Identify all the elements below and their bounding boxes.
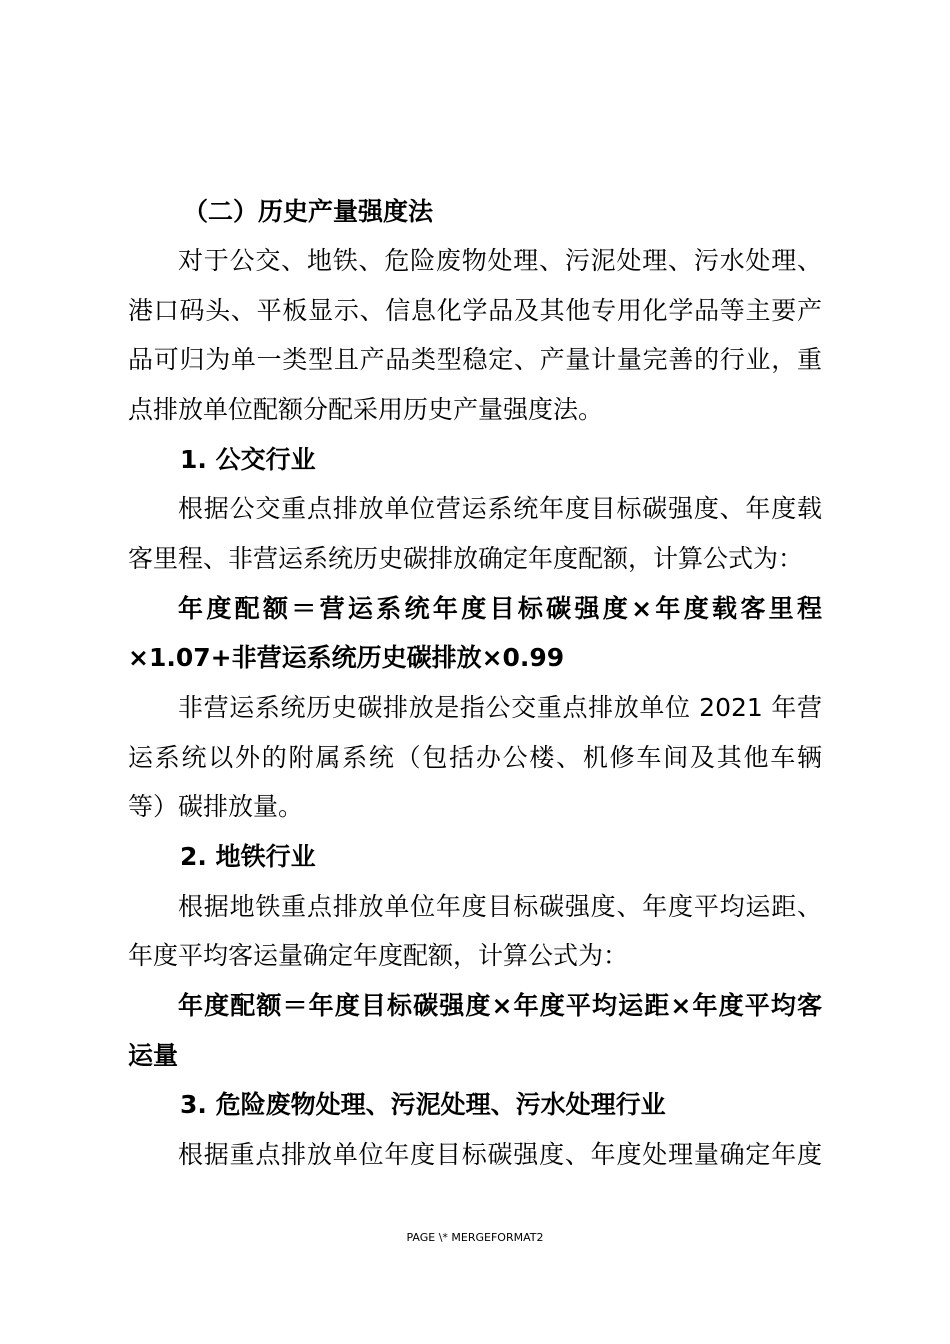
bus-formula-line-1: 年度配额＝营运系统年度目标碳强度×年度载客里程	[178, 594, 822, 623]
subsection-heading-bus: 1. 公交行业	[180, 445, 316, 474]
waste-desc-line-1: 根据重点排放单位年度目标碳强度、年度处理量确定年度	[178, 1140, 822, 1169]
intro-line-3: 品可归为单一类型且产品类型稳定、产量计量完善的行业，重	[128, 345, 822, 374]
bus-note-line-1: 非营运系统历史碳排放是指公交重点排放单位 2021 年营	[178, 693, 822, 722]
intro-line-4: 点排放单位配额分配采用历史产量强度法。	[128, 395, 604, 424]
subsection-heading-metro: 2. 地铁行业	[180, 842, 316, 871]
metro-desc-line-1: 根据地铁重点排放单位年度目标碳强度、年度平均运距、	[178, 892, 822, 921]
bus-desc-line-2: 客里程、非营运系统历史碳排放确定年度配额，计算公式为：	[128, 544, 804, 573]
subsection-heading-waste: 3. 危险废物处理、污泥处理、污水处理行业	[180, 1090, 666, 1119]
bus-note-line-2: 运系统以外的附属系统（包括办公楼、机修车间及其他车辆	[128, 743, 822, 772]
intro-line-2: 港口码头、平板显示、信息化学品及其他专用化学品等主要产	[128, 296, 822, 325]
intro-line-1: 对于公交、地铁、危险废物处理、污泥处理、污水处理、	[178, 246, 822, 275]
bus-note-line-3: 等）碳排放量。	[128, 792, 304, 821]
bus-formula-line-2: ×1.07+非营运系统历史碳排放×0.99	[128, 643, 565, 672]
bus-desc-line-1: 根据公交重点排放单位营运系统年度目标碳强度、年度载	[178, 494, 822, 523]
metro-formula-line-1: 年度配额＝年度目标碳强度×年度平均运距×年度平均客	[178, 991, 822, 1020]
metro-desc-line-2: 年度平均客运量确定年度配额，计算公式为：	[128, 941, 629, 970]
page-footer: PAGE \* MERGEFORMAT2	[406, 1231, 544, 1244]
metro-formula-line-2: 运量	[128, 1041, 179, 1070]
section-heading: （二）历史产量强度法	[183, 197, 434, 226]
